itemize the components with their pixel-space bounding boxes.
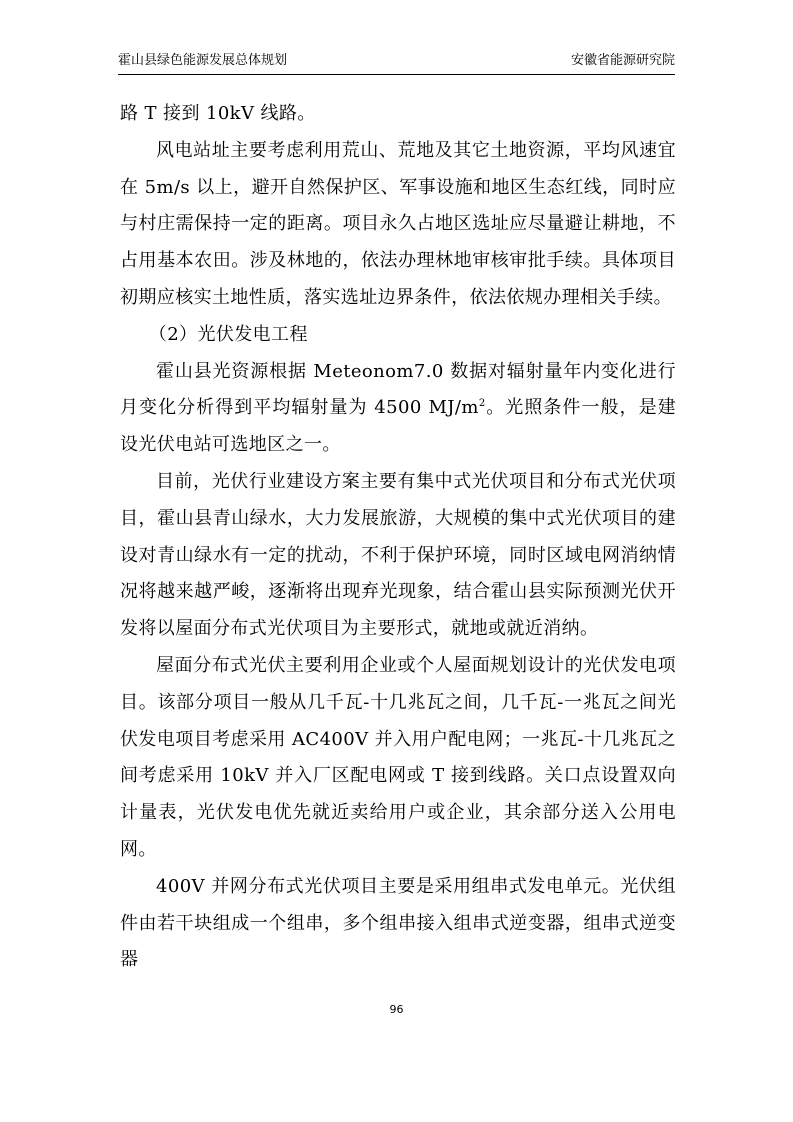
solar-resource-text-b: 。光照条件一般，是建设光伏电站可选地区之一。	[120, 397, 677, 456]
paragraph-rooftop-pv: 屋面分布式光伏主要利用企业或个人屋面规划设计的光伏发电项目。该部分项目一般从几千瓦-十几兆瓦之间，几千瓦-一兆瓦之间光伏发电项目考虑采用 AC400V 并入用户配电网；一兆瓦-十几兆瓦之间考虑采用 10kV 并入厂区配电网或 T 接到线路。关口点设置双向计量表，光伏发电优先就近卖给用户或企业，其余部分送入公用电网。	[120, 654, 676, 860]
paragraph-400v-grid: 400V 并网分布式光伏项目主要是采用组串式发电单元。光伏组件由若干块组成一个组串，多个组串接入组串式逆变器，组串式逆变器	[120, 875, 676, 971]
paragraph-continuation: 路 T 接到 10kV 线路。	[120, 103, 316, 124]
paragraph-pv-industry: 目前，光伏行业建设方案主要有集中式光伏项目和分布式光伏项目，霍山县青山绿水，大力发展旅游，大规模的集中式光伏项目的建设对青山绿水有一定的扰动，不利于保护环境，同时区域电网消纳情况将越来越严峻，逐渐将出现弃光现象，结合霍山县实际预测光伏开发将以屋面分布式光伏项目为主要形式，就地或就近消纳。	[120, 470, 676, 640]
header-document-title: 霍山县绿色能源发展总体规划	[118, 53, 288, 68]
page-number: 96	[389, 1003, 404, 1016]
paragraph-solar-resource	[120, 354, 676, 464]
page-header	[118, 52, 675, 75]
header-organization: 安徽省能源研究院	[570, 53, 675, 68]
page-body	[120, 96, 676, 979]
paragraph-wind-site: 风电站址主要考虑利用荒山、荒地及其它土地资源，平均风速宜在 5m/s 以上，避开自然保护区、军事设施和地区生态红线，同时应与村庄需保持一定的距离。项目永久占地区选址应尽量避让耕地，不占用基本农田。涉及林地的，依法办理林地审核审批手续。具体项目初期应核实土地性质，落实选址边界条件，依法依规办理相关手续。	[120, 139, 676, 308]
solar-resource-text-a: 霍山县光资源根据 Meteonom7.0 数据对辐射量年内变化进行月变化分析得到平均辐射量为 4500 MJ/m	[120, 360, 676, 419]
superscript-2: 2	[478, 398, 486, 410]
section-heading-pv: （2）光伏发电工程	[148, 323, 308, 345]
